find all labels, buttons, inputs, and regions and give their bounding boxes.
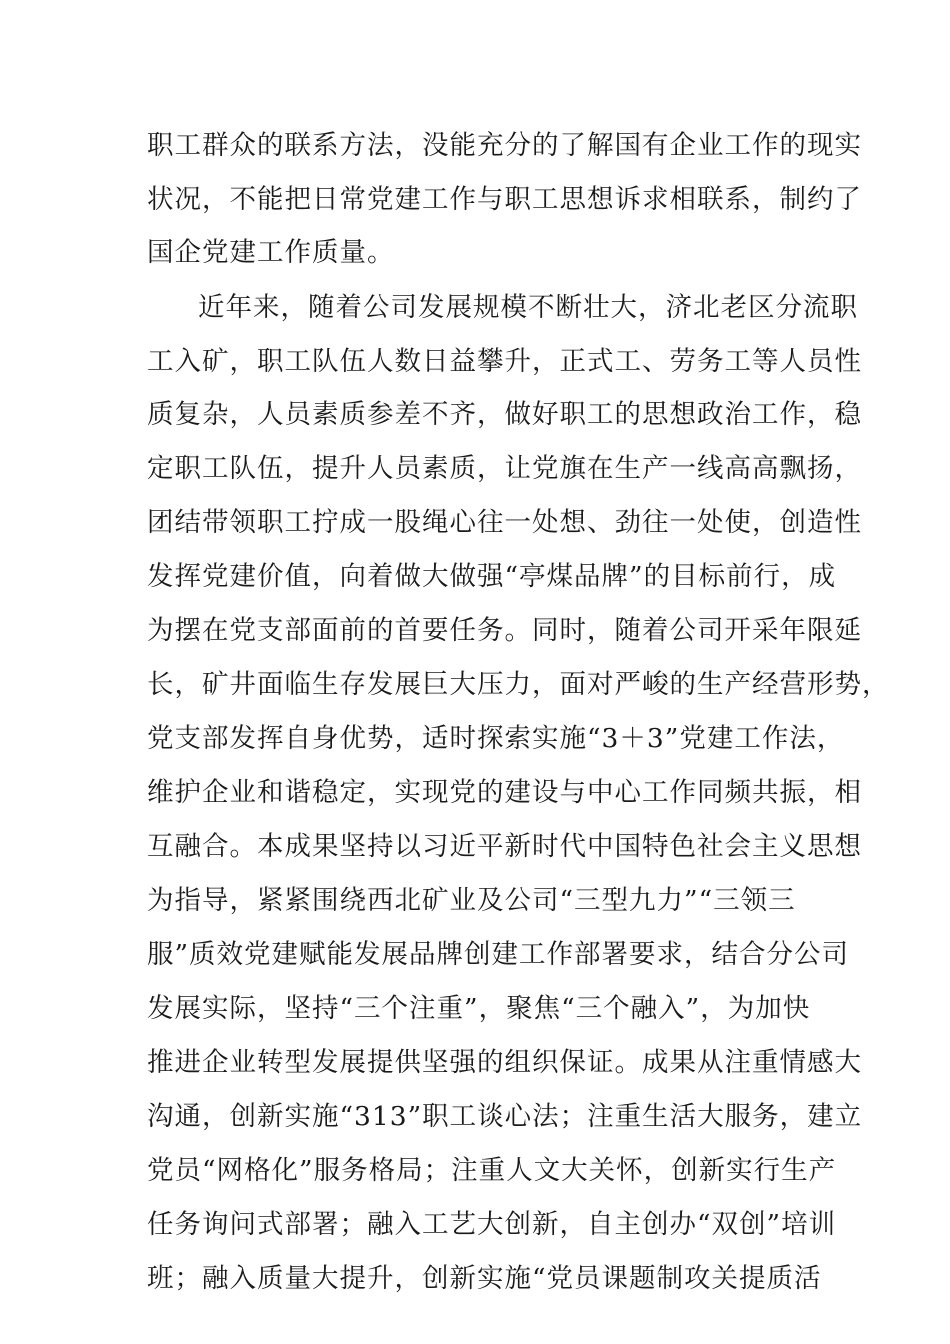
text-line: 定职工队伍，提升人员素质，让党旗在生产一线高高飘扬， [147, 453, 862, 484]
text-line: 推进企业转型发展提供坚强的组织保证。成果从注重情感大 [147, 1047, 862, 1078]
text-line: 发挥党建价值，向着做大做强“亭煤品牌”的目标前行，成 [147, 561, 837, 592]
text-line: 状况，不能把日常党建工作与职工思想诉求相联系，制约了 [147, 184, 862, 215]
text-line: 党员“网格化”服务格局；注重人文大关怀，创新实行生产 [147, 1155, 837, 1186]
text-line: 服”质效党建赋能发展品牌创建工作部署要求，结合分公司 [147, 939, 850, 970]
text-line: 为摆在党支部面前的首要任务。同时，随着公司开采年限延 [147, 615, 862, 646]
paragraph-first-line: 近年来，随着公司发展规模不断壮大，济北老区分流职 [198, 292, 858, 323]
text-line: 发展实际，坚持“三个注重”，聚焦“三个融入”，为加快 [147, 993, 811, 1024]
text-line: 党支部发挥自身优势，适时探索实施“3＋3”党建工作法， [147, 723, 845, 754]
text-line: 职工群众的联系方法，没能充分的了解国有企业工作的现实 [147, 130, 862, 161]
text-line: 团结带领职工拧成一股绳心往一处想、劲往一处使，创造性 [147, 507, 862, 538]
text-line: 长，矿井面临生存发展巨大压力，面对严峻的生产经营形势， [147, 669, 890, 700]
text-line: 互融合。本成果坚持以习近平新时代中国特色社会主义思想 [147, 831, 862, 862]
text-line: 质复杂，人员素质参差不齐，做好职工的思想政治工作，稳 [147, 399, 862, 430]
text-line: 工入矿，职工队伍人数日益攀升，正式工、劳务工等人员性 [147, 346, 862, 377]
text-line: 国企党建工作质量。 [147, 237, 395, 268]
text-line: 班；融入质量大提升，创新实施“党员课题制攻关提质活 [147, 1263, 822, 1294]
text-line: 任务询问式部署；融入工艺大创新，自主创办“双创”培训 [147, 1209, 837, 1240]
text-line: 为指导，紧紧围绕西北矿业及公司“三型九力”“三领三 [147, 885, 796, 916]
text-line: 沟通，创新实施“313”职工谈心法；注重生活大服务，建立 [147, 1101, 863, 1132]
text-line: 维护企业和谐稳定，实现党的建设与中心工作同频共振，相 [147, 777, 862, 808]
